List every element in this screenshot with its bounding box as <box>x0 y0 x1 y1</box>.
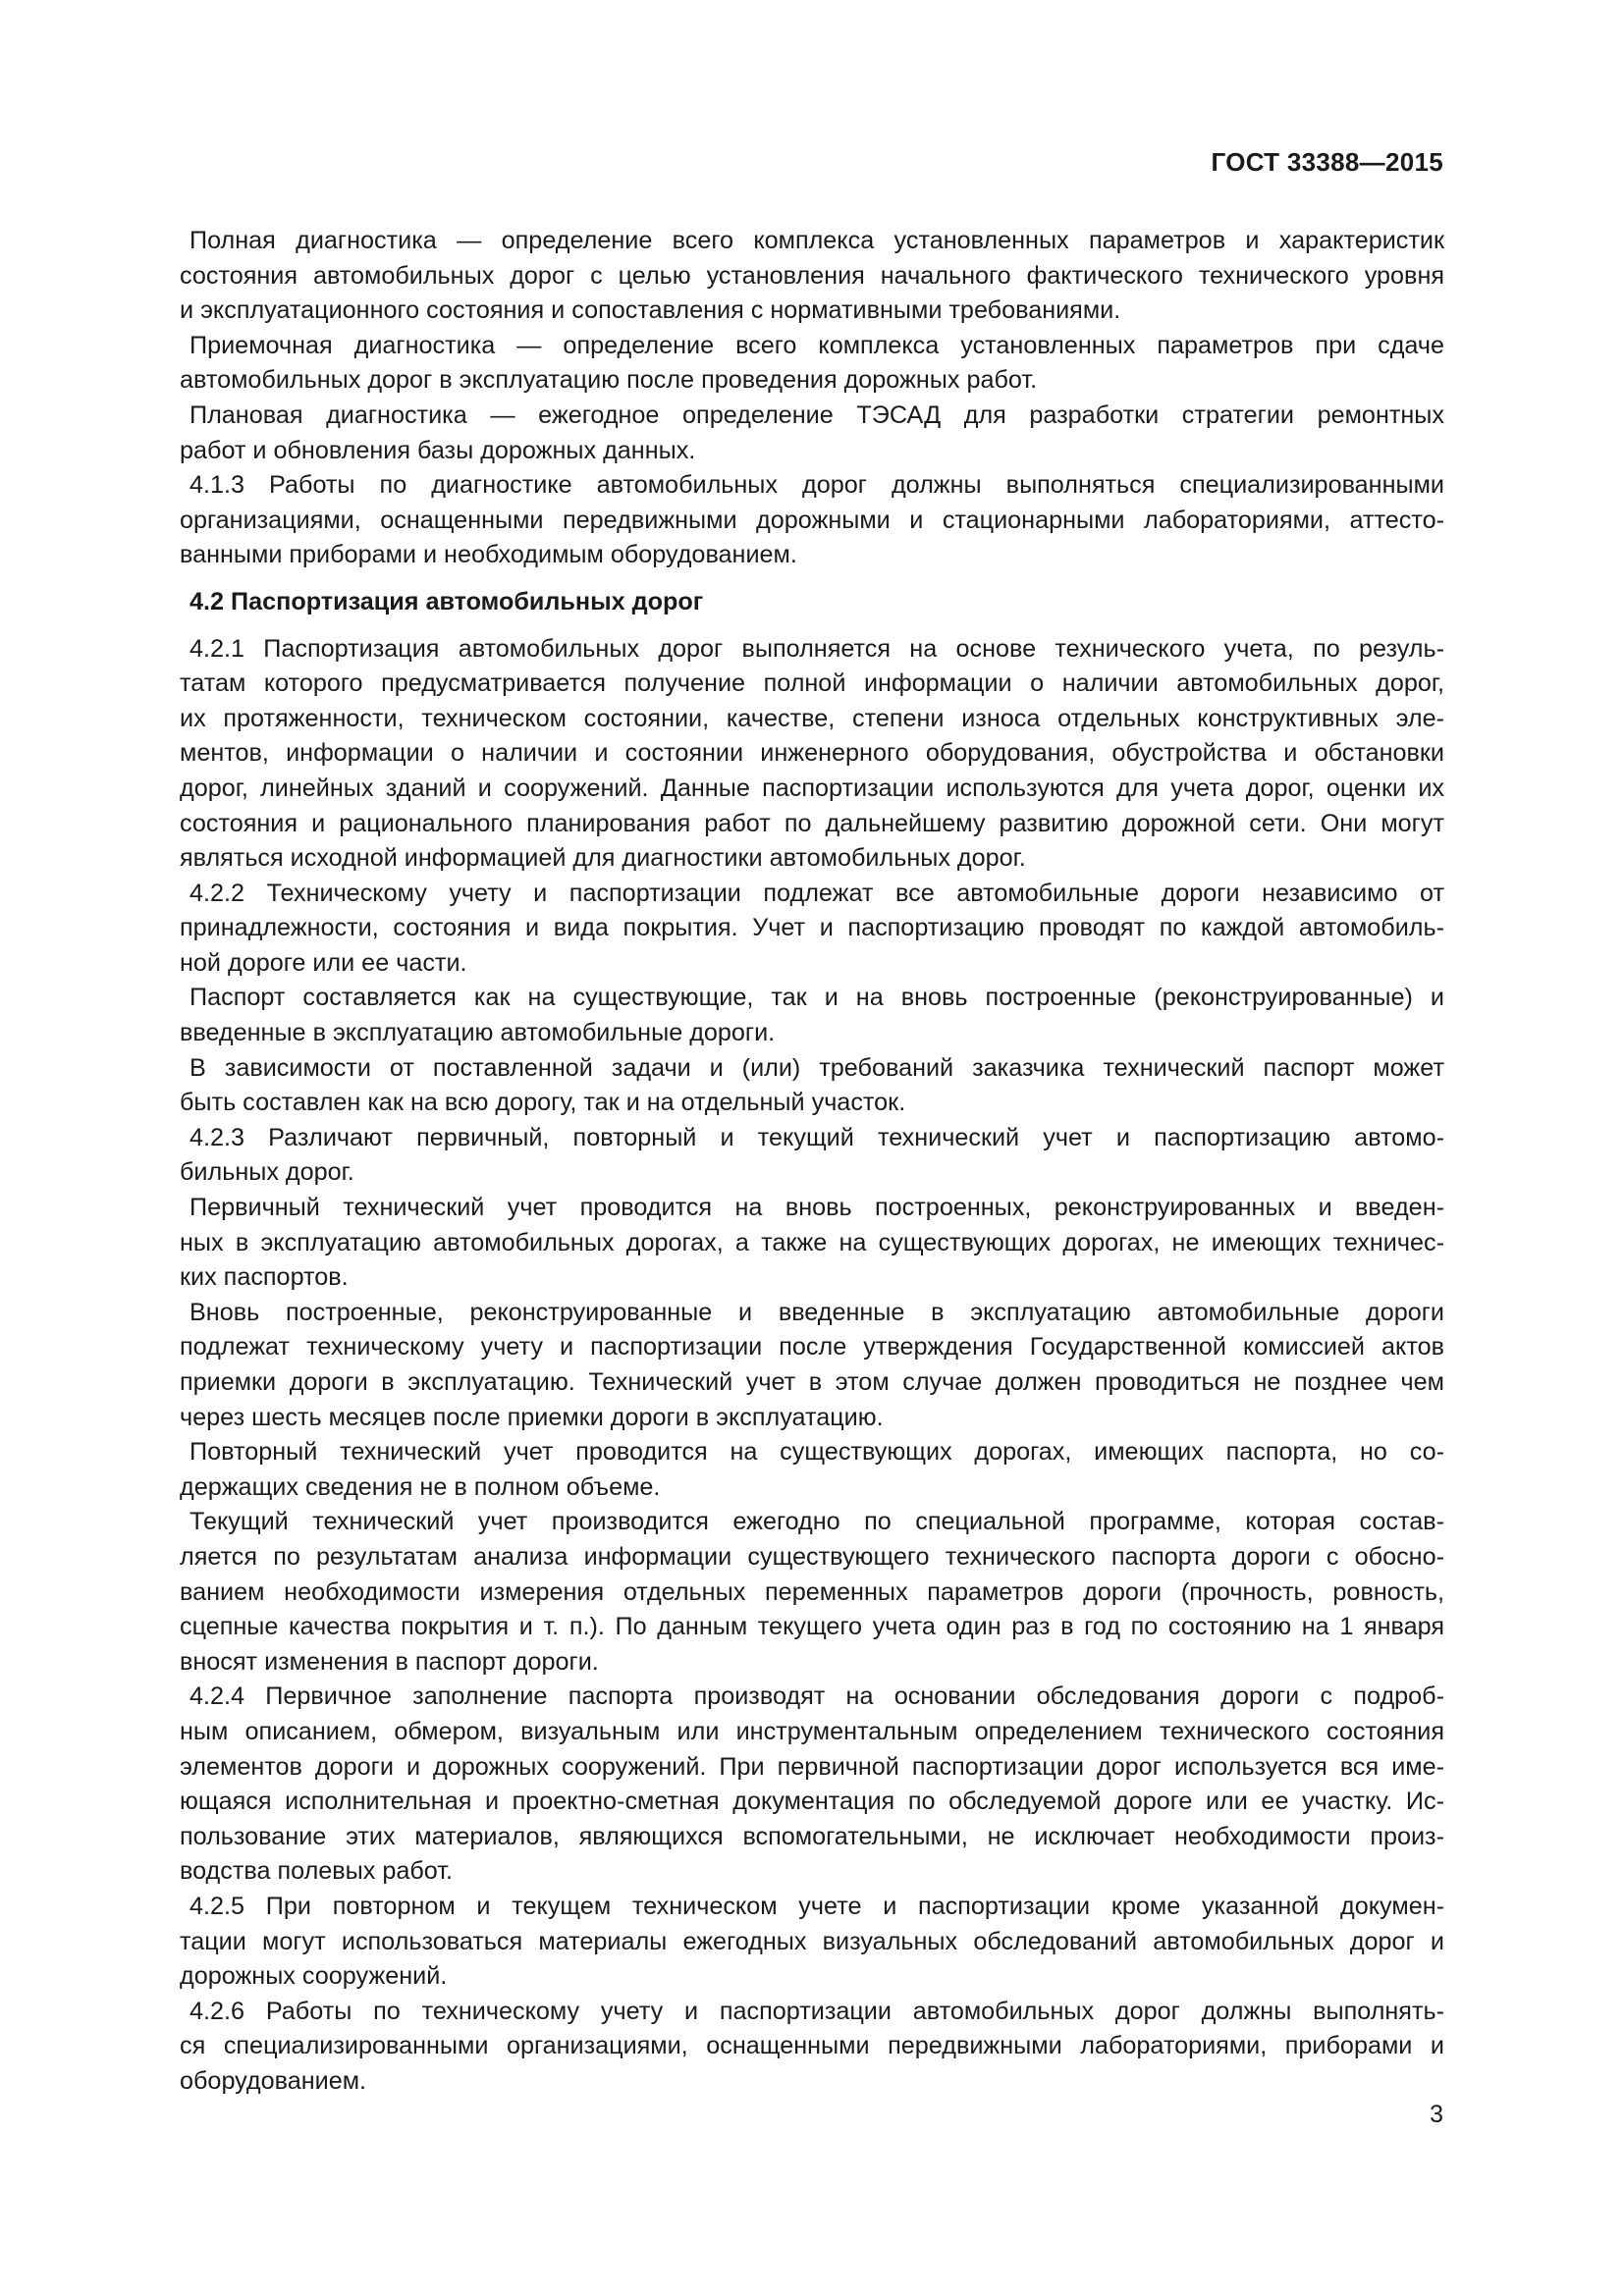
paragraph-line: работ и обновления базы дорожных данных. <box>180 436 696 464</box>
paragraph-line: подлежат техническому учету и паспортизации после утверждения Государственной комиссией актов <box>180 1333 1444 1362</box>
paragraph-line: оборудованием. <box>180 2066 367 2095</box>
paragraph-line: их протяженности, техническом состоянии, качестве, степени износа отдельных конструктивных эле- <box>180 704 1444 732</box>
document-code-header: ГОСТ 33388—2015 <box>1211 147 1443 177</box>
paragraph-line: автомобильных дорог в эксплуатацию после проведения дорожных работ. <box>180 366 1038 395</box>
paragraph-line: вносят изменения в паспорт дороги. <box>180 1647 599 1676</box>
paragraph-line: ванием необходимости измерения отдельных переменных параметров дороги (прочность, ровность, <box>180 1577 1444 1606</box>
page-number: 3 <box>1430 2101 1443 2128</box>
paragraph-line: Приемочная диагностика — определение всего комплекса установленных параметров при сдаче <box>189 331 1444 359</box>
paragraph-line: татам которого предусматривается получение полной информации о наличии автомобильных дорог, <box>180 669 1444 698</box>
paragraph-line: Текущий технический учет производится ежегодно по специальной программе, которая состав- <box>189 1508 1444 1536</box>
paragraph <box>180 399 1444 468</box>
paragraph <box>180 1435 1444 1505</box>
paragraph-line: ся специализированными организациями, оснащенными передвижными лабораториями, приборами и <box>180 2032 1444 2060</box>
paragraph-line: ных в эксплуатацию автомобильных дорогах, а также на существующих дорогах, не имеющих техничес- <box>180 1228 1444 1256</box>
paragraph-line: ляется по результатам анализа информации существующего технического паспорта дороги с обосно- <box>180 1542 1444 1571</box>
paragraph <box>180 1890 1444 1995</box>
paragraph-line: Паспорт составляется как на существующие, так и на вновь построенные (реконструированные) и <box>189 984 1444 1012</box>
paragraph <box>180 632 1444 877</box>
paragraph-line: Повторный технический учет проводится на существующих дорогах, имеющих паспорта, но со- <box>189 1438 1444 1467</box>
paragraph-line: ным описанием, обмером, визуальным или инструментальным определением технического состояния <box>180 1717 1444 1745</box>
paragraph <box>180 1995 1444 2100</box>
paragraph-line: тации могут использоваться материалы ежегодных визуальных обследований автомобильных дорог и <box>180 1927 1444 1955</box>
paragraph-line: Плановая диагностика — ежегодное определение ТЭСАД для разработки стратегии ремонтных <box>189 400 1444 429</box>
paragraph <box>180 1191 1444 1296</box>
paragraph-line: элементов дороги и дорожных сооружений. При первичной паспортизации дорог используется вся име- <box>180 1752 1444 1781</box>
paragraph <box>180 1680 1444 1890</box>
paragraph-line: бильных дорог. <box>180 1158 354 1187</box>
paragraph-line: введенные в эксплуатацию автомобильные дороги. <box>180 1019 776 1047</box>
paragraph-line: держащих сведения не в полном объеме. <box>180 1472 661 1501</box>
section-heading: 4.2 Паспортизация автомобильных дорог <box>189 587 704 615</box>
paragraph-line: 4.2.2 Техническому учету и паспортизации подлежат все автомобильные дороги независимо от <box>189 879 1444 907</box>
paragraph-line: сцепные качества покрытия и т. п.). По данным текущего учета один раз в год по состоянию на 1 января <box>180 1613 1444 1641</box>
paragraph-line: состояния и рационального планирования работ по дальнейшему развитию дорожной сети. Они могут <box>180 809 1444 837</box>
paragraph <box>180 468 1444 573</box>
paragraph-line: В зависимости от поставленной задачи и (или) требований заказчика технический паспорт может <box>189 1053 1444 1082</box>
paragraph-line: состояния автомобильных дорог с целью установления начального фактического технического уровня <box>180 261 1444 290</box>
paragraph <box>180 981 1444 1050</box>
paragraph-line: пользование этих материалов, являющихся вспомогательными, не исключает необходимости произ- <box>180 1822 1444 1850</box>
paragraph-line: Полная диагностика — определение всего комплекса установленных параметров и характеристик <box>189 227 1444 254</box>
paragraph-line: организациями, оснащенными передвижными дорожными и стационарными лабораториями, аттесто- <box>180 506 1444 534</box>
paragraph-line: 4.2.5 При повторном и текущем техническом учете и паспортизации кроме указанной докумен- <box>189 1892 1444 1920</box>
paragraph <box>180 1505 1444 1680</box>
paragraph-line: ких паспортов. <box>180 1263 349 1292</box>
paragraph-line: ной дороге или ее части. <box>180 948 467 977</box>
paragraph-line: 4.2.3 Различают первичный, повторный и текущий технический учет и паспортизацию автомо- <box>189 1123 1444 1151</box>
paragraph-line: водства полевых работ. <box>180 1857 453 1886</box>
paragraph-line: 4.2.4 Первичное заполнение паспорта производят на основании обследования дороги с подроб- <box>189 1682 1444 1711</box>
paragraph-line: Первичный технический учет проводится на вновь построенных, реконструированных и введен- <box>189 1194 1444 1222</box>
paragraph <box>180 877 1444 982</box>
paragraph-line: приемки дороги в эксплуатацию. Технический учет в этом случае должен проводиться не позднее чем <box>180 1368 1444 1396</box>
paragraph-line: дорожных сооружений. <box>180 1962 448 1991</box>
paragraph <box>180 1121 1444 1191</box>
paragraph-line: Вновь построенные, реконструированные и введенные в эксплуатацию автомобильные дороги <box>189 1298 1444 1326</box>
paragraph <box>180 1051 1444 1121</box>
paragraph-line: ванными приборами и необходимым оборудованием. <box>180 541 797 569</box>
paragraph-line: и эксплуатационного состояния и сопоставления с нормативными требованиями. <box>180 296 1121 325</box>
paragraph <box>180 1296 1444 1435</box>
paragraph-line: быть составлен как на всю дорогу, так и на отдельный участок. <box>180 1089 906 1117</box>
paragraph-line: принадлежности, состояния и вида покрытия. Учет и паспортизацию проводят по каждой автомобиль- <box>180 914 1444 942</box>
paragraph-line: ментов, информации о наличии и состоянии инженерного оборудования, обустройства и обстановки <box>180 739 1444 768</box>
paragraph-line: 4.2.1 Паспортизация автомобильных дорог выполняется на основе технического учета, по резуль- <box>189 634 1444 663</box>
paragraph-line: дорог, линейных зданий и сооружений. Данные паспортизации используются для учета дорог, оценки их <box>180 774 1444 802</box>
paragraph-line: 4.1.3 Работы по диагностике автомобильных дорог должны выполняться специализированными <box>189 471 1444 500</box>
paragraph-line: 4.2.6 Работы по техническому учету и паспортизации автомобильных дорог должны выполнять- <box>189 1997 1444 2025</box>
paragraph-line: через шесть месяцев после приемки дороги в эксплуатацию. <box>180 1403 884 1431</box>
paragraph <box>180 224 1444 329</box>
paragraph-line: являться исходной информацией для диагностики автомобильных дорог. <box>180 844 1026 873</box>
document-body <box>180 224 1444 2099</box>
paragraph <box>180 329 1444 399</box>
paragraph-line: ющаяся исполнительная и проектно-сметная документация по обследуемой дороге или ее участку. Ис- <box>180 1788 1444 1816</box>
